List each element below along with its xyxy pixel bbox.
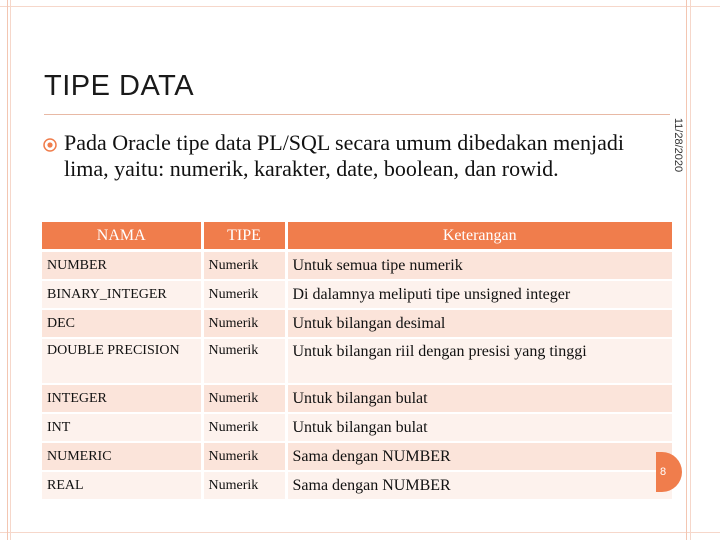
cell-tipe: Numerik — [202, 413, 286, 442]
header-nama: NAMA — [42, 222, 202, 251]
cell-nama: REAL — [42, 471, 202, 500]
cell-tipe: Numerik — [202, 471, 286, 500]
cell-keterangan: Sama dengan NUMBER — [286, 471, 672, 500]
cell-nama: DEC — [42, 309, 202, 338]
frame-bottom-line — [0, 532, 720, 533]
cell-nama: INTEGER — [42, 384, 202, 413]
table-row — [42, 309, 672, 338]
table-row — [42, 442, 672, 471]
cell-keterangan: Sama dengan NUMBER — [286, 442, 672, 471]
page-number-badge — [656, 452, 682, 492]
frame-top-line — [0, 6, 720, 7]
cell-keterangan: Untuk bilangan bulat — [286, 413, 672, 442]
table-row — [42, 251, 672, 281]
cell-keterangan: Di dalamnya meliputi tipe unsigned integer — [286, 280, 672, 309]
cell-nama: BINARY_INTEGER — [42, 280, 202, 309]
cell-tipe: Numerik — [202, 384, 286, 413]
page-number: 8 — [660, 466, 667, 478]
bullet-paragraph: Pada Oracle tipe data PL/SQL secara umum dibedakan menjadi lima, yaitu: numerik, karakter, date, boolean, dan rowid. — [64, 130, 624, 181]
slide-date — [670, 114, 686, 176]
frame-left-line-inner — [10, 0, 11, 540]
cell-tipe: Numerik — [202, 280, 286, 309]
table-row — [42, 413, 672, 442]
cell-tipe: Numerik — [202, 309, 286, 338]
table-row — [42, 471, 672, 500]
frame-right-line — [686, 0, 687, 540]
table-row — [42, 338, 672, 384]
cell-keterangan: Untuk bilangan riil dengan presisi yang tinggi — [286, 338, 672, 384]
slide-title: TIPE DATA — [44, 70, 195, 102]
table-row — [42, 280, 672, 309]
cell-nama: INT — [42, 413, 202, 442]
table-row — [42, 384, 672, 413]
cell-tipe: Numerik — [202, 251, 286, 281]
cell-keterangan: Untuk bilangan desimal — [286, 309, 672, 338]
header-tipe: TIPE — [202, 222, 286, 251]
cell-nama: NUMERIC — [42, 442, 202, 471]
cell-keterangan: Untuk bilangan bulat — [286, 384, 672, 413]
cell-nama: NUMBER — [42, 251, 202, 281]
frame-left-line — [7, 0, 8, 540]
header-keterangan: Keterangan — [286, 222, 672, 251]
cell-keterangan: Untuk semua tipe numerik — [286, 251, 672, 281]
cell-tipe: Numerik — [202, 338, 286, 384]
frame-right-line-outer — [690, 0, 691, 540]
cell-nama: DOUBLE PRECISION — [42, 338, 202, 384]
slide-date-text: 11/28/2020 — [672, 117, 684, 173]
cell-tipe: Numerik — [202, 442, 286, 471]
title-divider — [44, 114, 670, 115]
bullet-icon — [43, 138, 57, 152]
data-type-table — [42, 222, 672, 501]
table-header-row — [42, 222, 672, 251]
